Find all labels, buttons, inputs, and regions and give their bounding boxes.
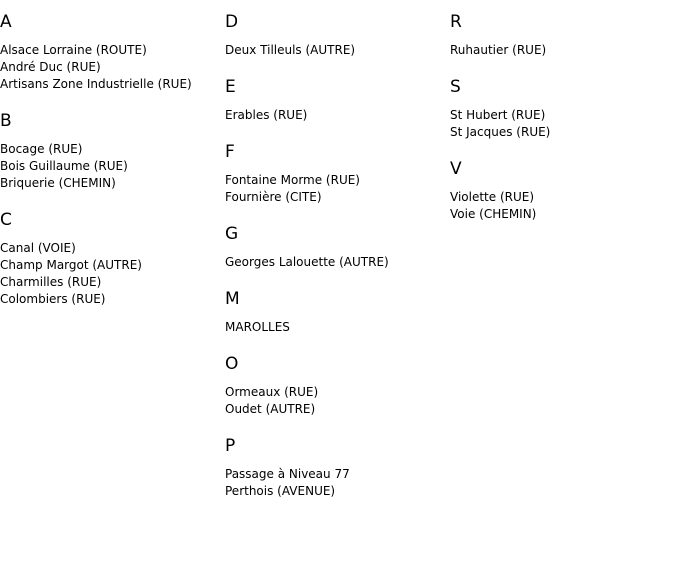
letter-heading: P	[225, 436, 236, 456]
street-item[interactable]: Ruhautier (RUE)	[450, 43, 547, 57]
street-list	[225, 254, 450, 271]
letter-group-m	[225, 289, 450, 336]
street-item[interactable]: Colombiers (RUE)	[0, 292, 106, 306]
street-list	[225, 172, 450, 206]
letter-heading: E	[225, 77, 236, 97]
street-item[interactable]: Deux Tilleuls (AUTRE)	[225, 43, 356, 57]
street-list	[225, 384, 450, 418]
letter-group-g	[225, 224, 450, 271]
street-item[interactable]: Fournière (CITE)	[225, 190, 322, 204]
letter-group-d	[225, 12, 450, 59]
street-list	[450, 189, 675, 223]
letter-heading: V	[450, 159, 462, 179]
street-list	[225, 319, 450, 336]
letter-group-r	[450, 12, 675, 59]
street-item[interactable]: Perthois (AVENUE)	[225, 484, 336, 498]
street-item[interactable]: Passage à Niveau 77	[225, 467, 350, 481]
letter-group-v	[450, 159, 675, 223]
street-item[interactable]: St Jacques (RUE)	[450, 125, 551, 139]
letter-group-o	[225, 354, 450, 418]
letter-heading: G	[225, 224, 239, 244]
street-item[interactable]: Voie (CHEMIN)	[450, 207, 537, 221]
letter-heading: D	[225, 12, 239, 32]
street-list	[0, 141, 225, 192]
street-list	[0, 240, 225, 308]
street-list	[225, 107, 450, 124]
street-item[interactable]: Bois Guillaume (RUE)	[0, 159, 128, 173]
street-list	[0, 42, 225, 93]
letter-group-e	[225, 77, 450, 124]
street-list	[450, 42, 675, 59]
street-item[interactable]: André Duc (RUE)	[0, 60, 101, 74]
street-index-column-1	[0, 12, 225, 326]
street-item[interactable]: Erables (RUE)	[225, 108, 308, 122]
letter-group-b	[0, 111, 225, 192]
letter-group-f	[225, 142, 450, 206]
street-item[interactable]: Briquerie (CHEMIN)	[0, 176, 116, 190]
street-list	[450, 107, 675, 141]
letter-heading: M	[225, 289, 240, 309]
street-item[interactable]: Fontaine Morme (RUE)	[225, 173, 360, 187]
letter-group-p	[225, 436, 450, 500]
street-item[interactable]: MAROLLES	[225, 320, 290, 334]
street-item[interactable]: Oudet (AUTRE)	[225, 402, 316, 416]
letter-group-s	[450, 77, 675, 141]
street-item[interactable]: Georges Lalouette (AUTRE)	[225, 255, 389, 269]
street-item[interactable]: St Hubert (RUE)	[450, 108, 546, 122]
street-index-column-3	[450, 12, 675, 241]
street-list	[225, 42, 450, 59]
street-item[interactable]: Charmilles (RUE)	[0, 275, 102, 289]
street-item[interactable]: Artisans Zone Industrielle (RUE)	[0, 77, 192, 91]
letter-heading: B	[0, 111, 12, 131]
letter-heading: F	[225, 142, 235, 162]
street-item[interactable]: Champ Margot (AUTRE)	[0, 258, 142, 272]
letter-heading: C	[0, 210, 12, 230]
letter-heading: O	[225, 354, 239, 374]
street-item[interactable]: Alsace Lorraine (ROUTE)	[0, 43, 147, 57]
street-item[interactable]: Canal (VOIE)	[0, 241, 76, 255]
letter-heading: A	[0, 12, 12, 32]
letter-group-c	[0, 210, 225, 308]
letter-group-a	[0, 12, 225, 93]
street-index-column-2	[225, 12, 450, 518]
street-list	[225, 466, 450, 500]
letter-heading: R	[450, 12, 462, 32]
street-item[interactable]: Bocage (RUE)	[0, 142, 83, 156]
street-item[interactable]: Ormeaux (RUE)	[225, 385, 319, 399]
street-item[interactable]: Violette (RUE)	[450, 190, 535, 204]
letter-heading: S	[450, 77, 461, 97]
